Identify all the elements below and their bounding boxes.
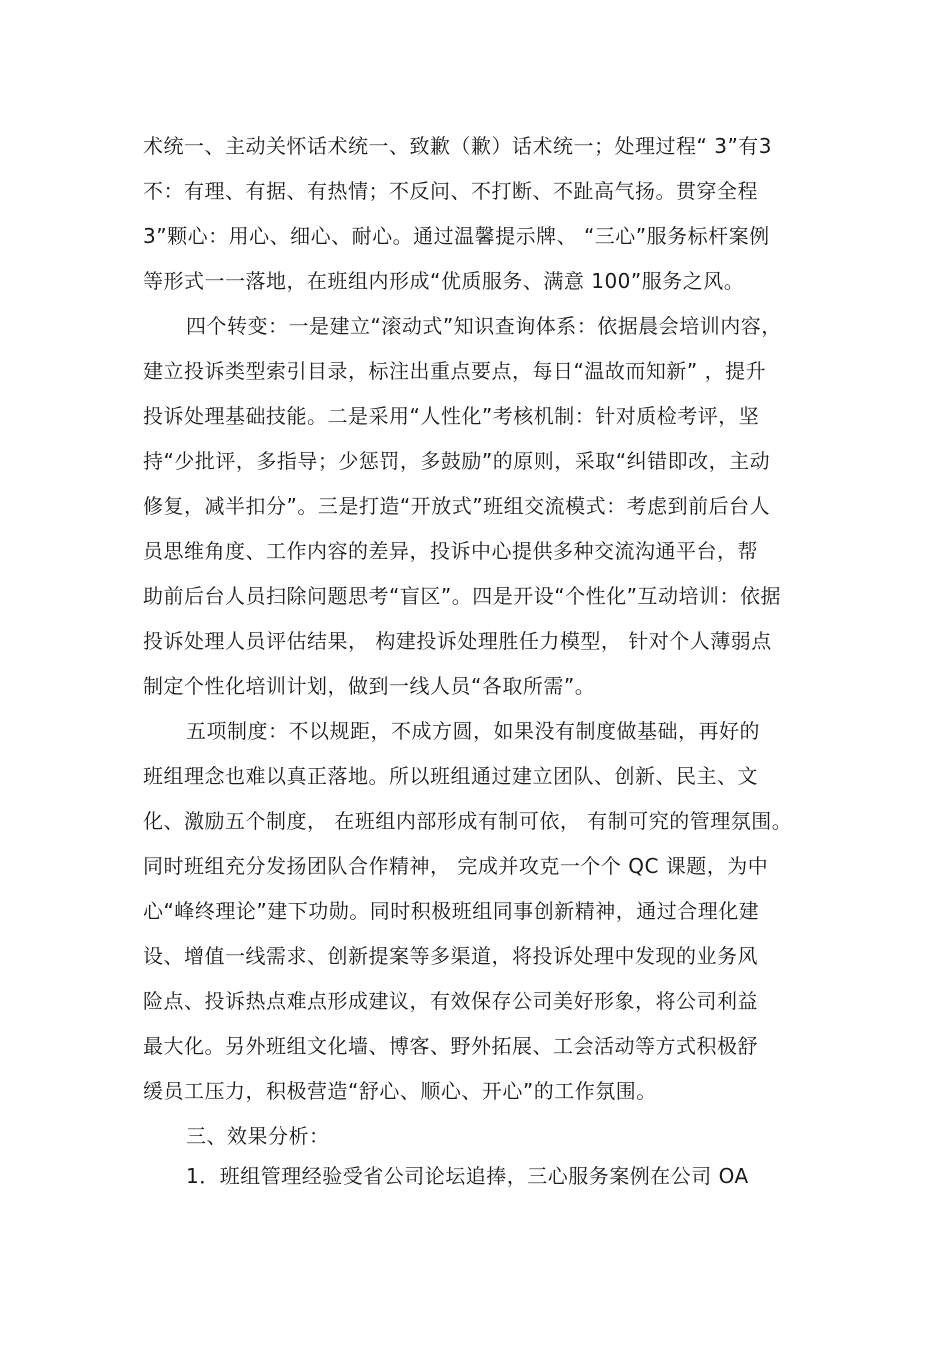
text-line-17: 同时班组充分发扬团队合作精神， 完成并攻克一个个 QC 课题，为中 — [143, 854, 769, 878]
text-line-18: 心“峰终理论”建下功勋。同时积极班组同事创新精神，通过合理化建 — [143, 899, 760, 923]
section-heading-effect-analysis: 三、效果分析： — [186, 1124, 330, 1148]
text-line-16: 化、激励五个制度， 在班组内部形成有制可依， 有制可究的管理氛围。 — [143, 809, 793, 833]
text-line-12: 投诉处理人员评估结果， 构建投诉处理胜任力模型， 针对个人薄弱点 — [143, 629, 772, 653]
text-line-13: 制定个性化培训计划，做到一线人员“各取所需”。 — [143, 674, 596, 698]
text-line-20: 险点、投诉热点难点形成建议，有效保存公司美好形象，将公司利益 — [143, 989, 758, 1013]
text-line-22: 缓员工压力，积极营造“舒心、顺心、开心”的工作氛围。 — [143, 1079, 657, 1103]
text-line-6: 建立投诉类型索引目录，标注出重点要点，每日“温故而知新” ，提升 — [143, 359, 767, 383]
text-line-8: 持“少批评，多指导；少惩罚，多鼓励”的原则，采取“纠错即改，主动 — [143, 449, 771, 473]
text-line-11: 助前后台人员扫除问题思考“盲区”。四是开设“个性化”互动培训：依据 — [143, 584, 781, 608]
text-line-19: 设、增值一线需求、创新提案等多渠道，将投诉处理中发现的业务风 — [143, 944, 758, 968]
text-line-21: 最大化。另外班组文化墙、博客、野外拓展、工会活动等方式积极舒 — [143, 1034, 758, 1058]
text-line-1: 术统一、主动关怀话术统一、致歉（歉）话术统一；处理过程“ 3”有3 — [143, 134, 773, 158]
text-line-15: 班组理念也难以真正落地。所以班组通过建立团队、创新、民主、文 — [143, 764, 758, 788]
paragraph-four-transformations: 四个转变：一是建立“滚动式”知识查询体系：依据晨会培训内容， — [186, 314, 782, 338]
paragraph-five-systems: 五项制度：不以规距，不成方圆，如果没有制度做基础，再好的 — [186, 719, 760, 743]
text-line-10: 员思维角度、工作内容的差异，投诉中心提供多种交流沟通平台，帮 — [143, 539, 758, 563]
list-item-1: 1．班组管理经验受省公司论坛追捧，三心服务案例在公司 OA — [186, 1164, 749, 1188]
text-line-4: 等形式一一落地，在班组内形成“优质服务、满意 100”服务之风。 — [143, 269, 745, 293]
text-line-9: 修复，减半扣分”。三是打造“开放式”班组交流模式：考虑到前后台人 — [143, 494, 771, 518]
text-line-7: 投诉处理基础技能。二是采用“人性化”考核机制：针对质检考评，坚 — [143, 404, 760, 428]
text-line-3: 3”颗心：用心、细心、耐心。通过温馨提示牌、 “三心”服务标杆案例 — [143, 224, 770, 248]
text-line-2: 不：有理、有据、有热情；不反问、不打断、不趾高气扬。贯穿全程 — [143, 179, 758, 203]
